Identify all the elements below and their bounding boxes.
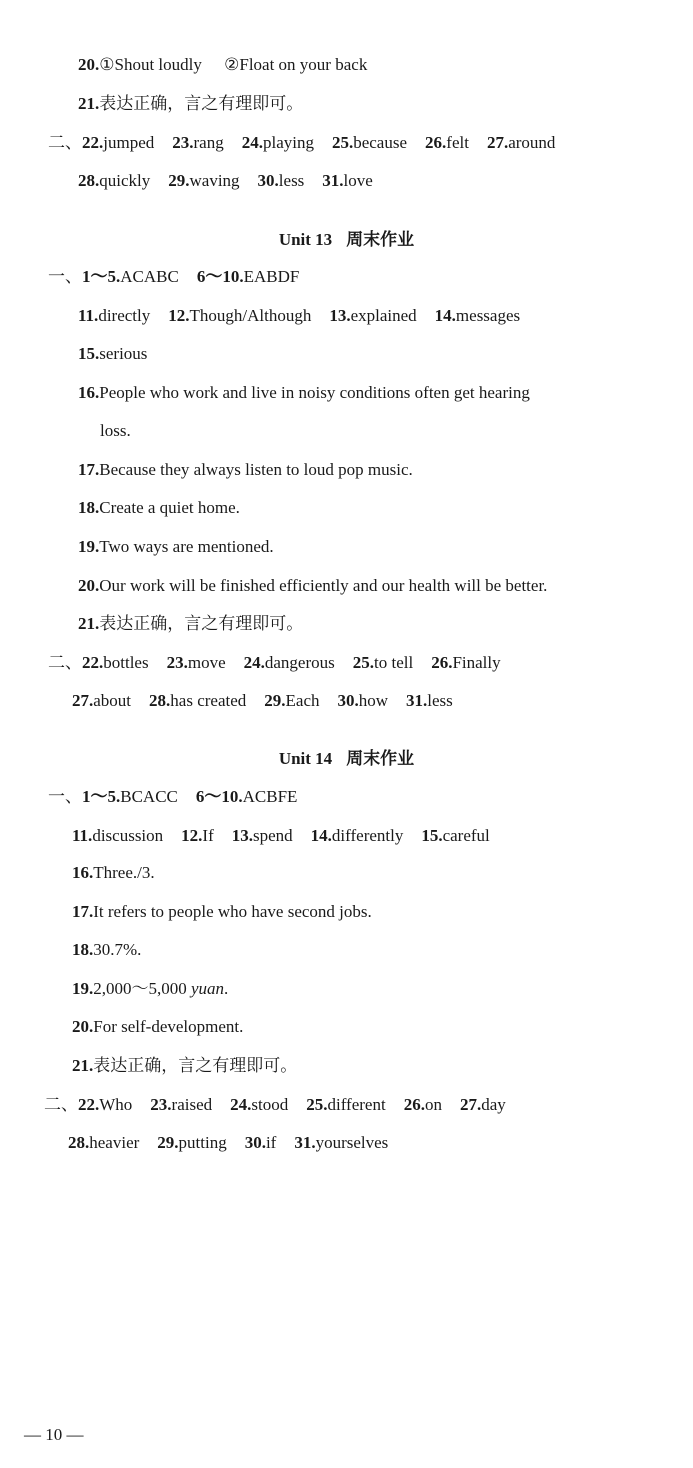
answer-item: 23.move: [166, 653, 226, 672]
answer-item: 29.Each: [264, 691, 320, 710]
answer-line: 21.表达正确，言之有理即可。: [72, 1056, 298, 1075]
answer-item: 6～10.ACBFE: [195, 787, 298, 806]
answer-item: 25.different: [306, 1095, 386, 1114]
answer-item: 25.to tell: [352, 653, 414, 672]
answer-item: 27.around: [486, 133, 556, 152]
answer-item: 14.differently: [310, 826, 404, 845]
answer-line: 二、22.bottles 23.move 24.dangerous 25.to tell 26.Finally: [48, 653, 501, 672]
answer-item: 22.bottles: [82, 653, 149, 672]
page-number: — 10 —: [24, 1425, 84, 1444]
answer-line: 一、1～5.ACABC 6～10.EABDF: [48, 267, 300, 286]
answer-item: 29.putting: [157, 1133, 227, 1152]
answer-item: 22.Who: [78, 1095, 133, 1114]
answer-line: 18.Create a quiet home.: [78, 498, 240, 517]
answer-line: 18.30.7%.: [72, 940, 142, 959]
answer-line: 20.For self-development.: [72, 1017, 244, 1036]
answer-item: 14.messages: [434, 306, 521, 325]
answer-line: 16.Three./3.: [72, 863, 155, 882]
answer-item: 12.If: [181, 826, 214, 845]
answer-item: 28.has created: [149, 691, 247, 710]
answer-item: 20.①Shout loudly: [78, 55, 202, 74]
answer-line: [68, 1132, 388, 1154]
answer-line: 19.Two ways are mentioned.: [78, 537, 274, 556]
answer-line: 21.表达正确，言之有理即可。: [78, 614, 304, 633]
answer-item: 1～5.ACABC: [82, 267, 179, 286]
answer-item: 15.careful: [421, 826, 490, 845]
answer-line: loss.: [100, 421, 131, 440]
answer-item: 24.playing: [241, 133, 314, 152]
answer-item: 11.directly: [78, 306, 151, 325]
answer-item: 26.felt: [425, 133, 469, 152]
answer-item: 31.yourselves: [294, 1133, 389, 1152]
answer-item: 24.dangerous: [243, 653, 335, 672]
answer-item: 12.Though/Although: [168, 306, 312, 325]
answer-line: 20.Our work will be finished efficiently and our health will be better.: [78, 576, 548, 595]
answer-item: 28.heavier: [68, 1133, 140, 1152]
answer-item: 13.spend: [231, 826, 293, 845]
answer-line: [78, 170, 373, 192]
answer-item: 23.rang: [172, 133, 224, 152]
answer-item: 1～5.BCACC: [82, 787, 178, 806]
answer-item: 26.Finally: [431, 653, 501, 672]
answer-line: [78, 305, 520, 327]
answer-item: 27.about: [72, 691, 132, 710]
answer-item: 29.waving: [168, 171, 240, 190]
answer-item: 23.raised: [150, 1095, 213, 1114]
answer-line: [72, 825, 490, 847]
answer-line: 15.serious: [78, 344, 148, 363]
answer-line: 一、1～5.BCACC 6～10.ACBFE: [48, 787, 298, 806]
answer-item: 31.love: [322, 171, 373, 190]
answer-item: 24.stood: [230, 1095, 289, 1114]
answer-line: 二、22.Who 23.raised 24.stood 25.different 26.on 27.day: [44, 1095, 506, 1114]
answer-item: 30.how: [337, 691, 389, 710]
answer-item: 30.less: [257, 171, 305, 190]
answer-item: ②Float on your back: [224, 55, 368, 74]
unit-heading: Unit 14 周末作业: [278, 749, 415, 768]
answer-item: 26.on: [403, 1095, 442, 1114]
answer-line: [78, 54, 367, 76]
answer-line: 二、22.jumped 23.rang 24.playing 25.because 26.felt 27.around: [48, 133, 556, 152]
answer-line: 21.表达正确，言之有理即可。: [78, 94, 304, 113]
answer-item: 30.if: [244, 1133, 277, 1152]
unit-heading: Unit 13 周末作业: [278, 230, 415, 249]
answer-item: 6～10.EABDF: [196, 267, 300, 286]
answer-item: 31.less: [406, 691, 453, 710]
answer-item: 27.day: [459, 1095, 506, 1114]
answer-item: 28.quickly: [78, 171, 151, 190]
answer-item: 11.discussion: [72, 826, 164, 845]
answer-item: 22.jumped: [82, 133, 155, 152]
answer-line: 16.People who work and live in noisy conditions often get hearing: [78, 383, 530, 402]
answer-item: 25.because: [331, 133, 408, 152]
answer-line: 17.Because they always listen to loud pop music.: [78, 460, 413, 479]
answer-line: [72, 690, 453, 712]
answer-item: 13.explained: [329, 306, 417, 325]
answer-line: 17.It refers to people who have second jobs.: [72, 902, 372, 921]
answer-line: 19.2,000～5,000 yuan.: [72, 979, 229, 998]
